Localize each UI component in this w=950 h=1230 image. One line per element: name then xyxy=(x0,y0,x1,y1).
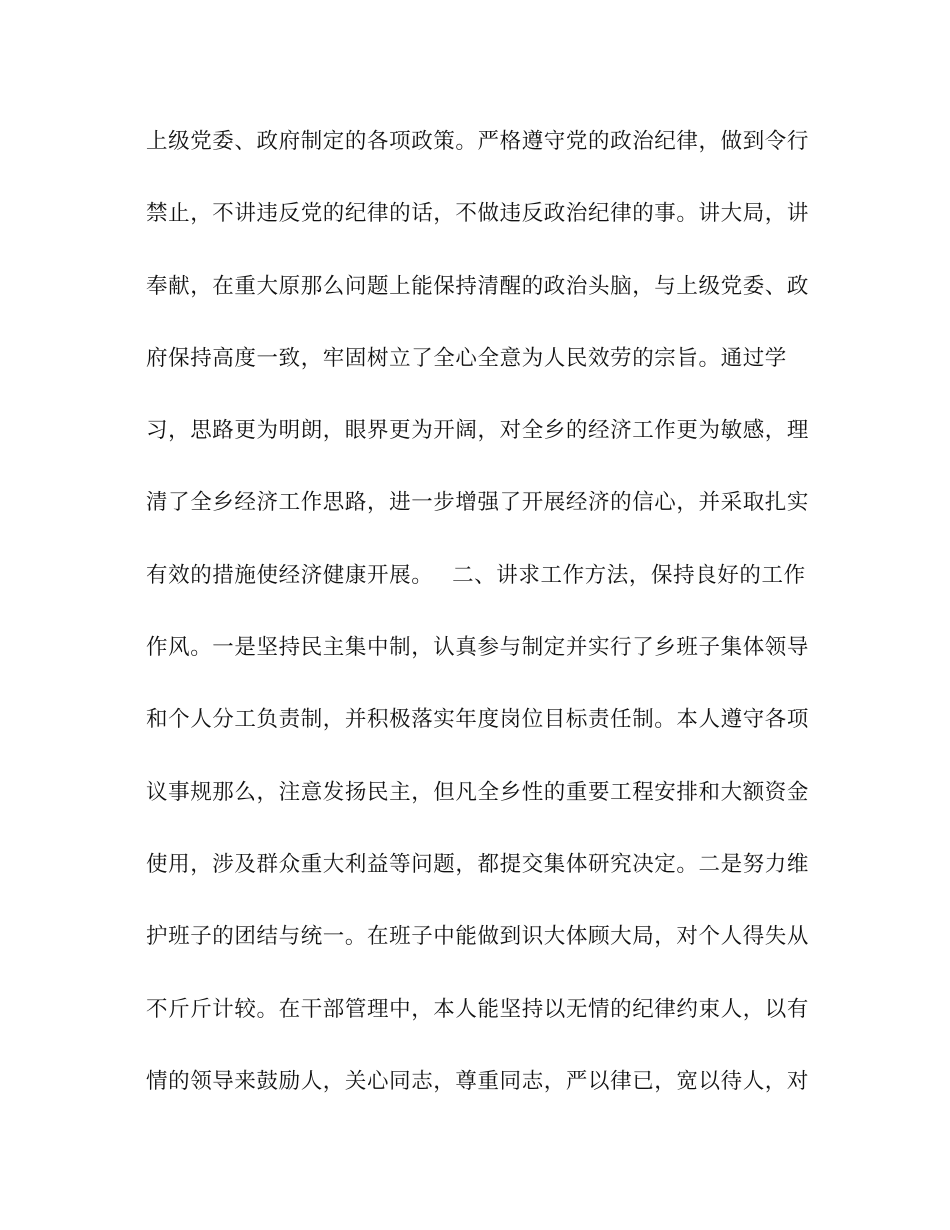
text-line-11: 使用，涉及群众重大利益等问题，都提交集体研究决定。二是努力维 xyxy=(146,851,810,877)
text-line-12: 护班子的团结与统一。在班子中能做到识大体顾大局，对个人得失从 xyxy=(146,924,810,950)
text-line-6: 清了全乡经济工作思路，进一步增强了开展经济的信心，并采取扎实 xyxy=(146,490,810,516)
text-line-14: 情的领导来鼓励人，关心同志，尊重同志，严以律已，宽以待人，对 xyxy=(146,1068,810,1094)
text-line-5: 习，思路更为明朗，眼界更为开阔，对全乡的经济工作更为敏感，理 xyxy=(146,418,810,444)
text-line-7: 有效的措施使经济健康开展。 二、讲求工作方法，保持良好的工作 xyxy=(146,562,806,588)
text-line-8: 作风。一是坚持民主集中制，认真参与制定并实行了乡班子集体领导 xyxy=(146,635,810,661)
text-line-2: 禁止，不讲违反党的纪律的话，不做违反政治纪律的事。讲大局，讲 xyxy=(146,201,810,227)
text-line-1: 上级党委、政府制定的各项政策。严格遵守党的政治纪律，做到令行 xyxy=(146,129,810,154)
text-line-13: 不斤斤计较。在干部管理中，本人能坚持以无情的纪律约束人，以有 xyxy=(146,996,810,1022)
text-line-4: 府保持高度一致，牢固树立了全心全意为人民效劳的宗旨。通过学 xyxy=(146,345,787,371)
text-line-3: 奉献，在重大原那么问题上能保持清醒的政治头脑，与上级党委、政 xyxy=(146,273,810,299)
body-text xyxy=(146,126,810,1138)
text-line-9: 和个人分工负责制，并积极落实年度岗位目标责任制。本人遵守各项 xyxy=(146,707,810,733)
text-line-10: 议事规那么，注意发扬民主，但凡全乡性的重要工程安排和大额资金 xyxy=(146,779,810,805)
